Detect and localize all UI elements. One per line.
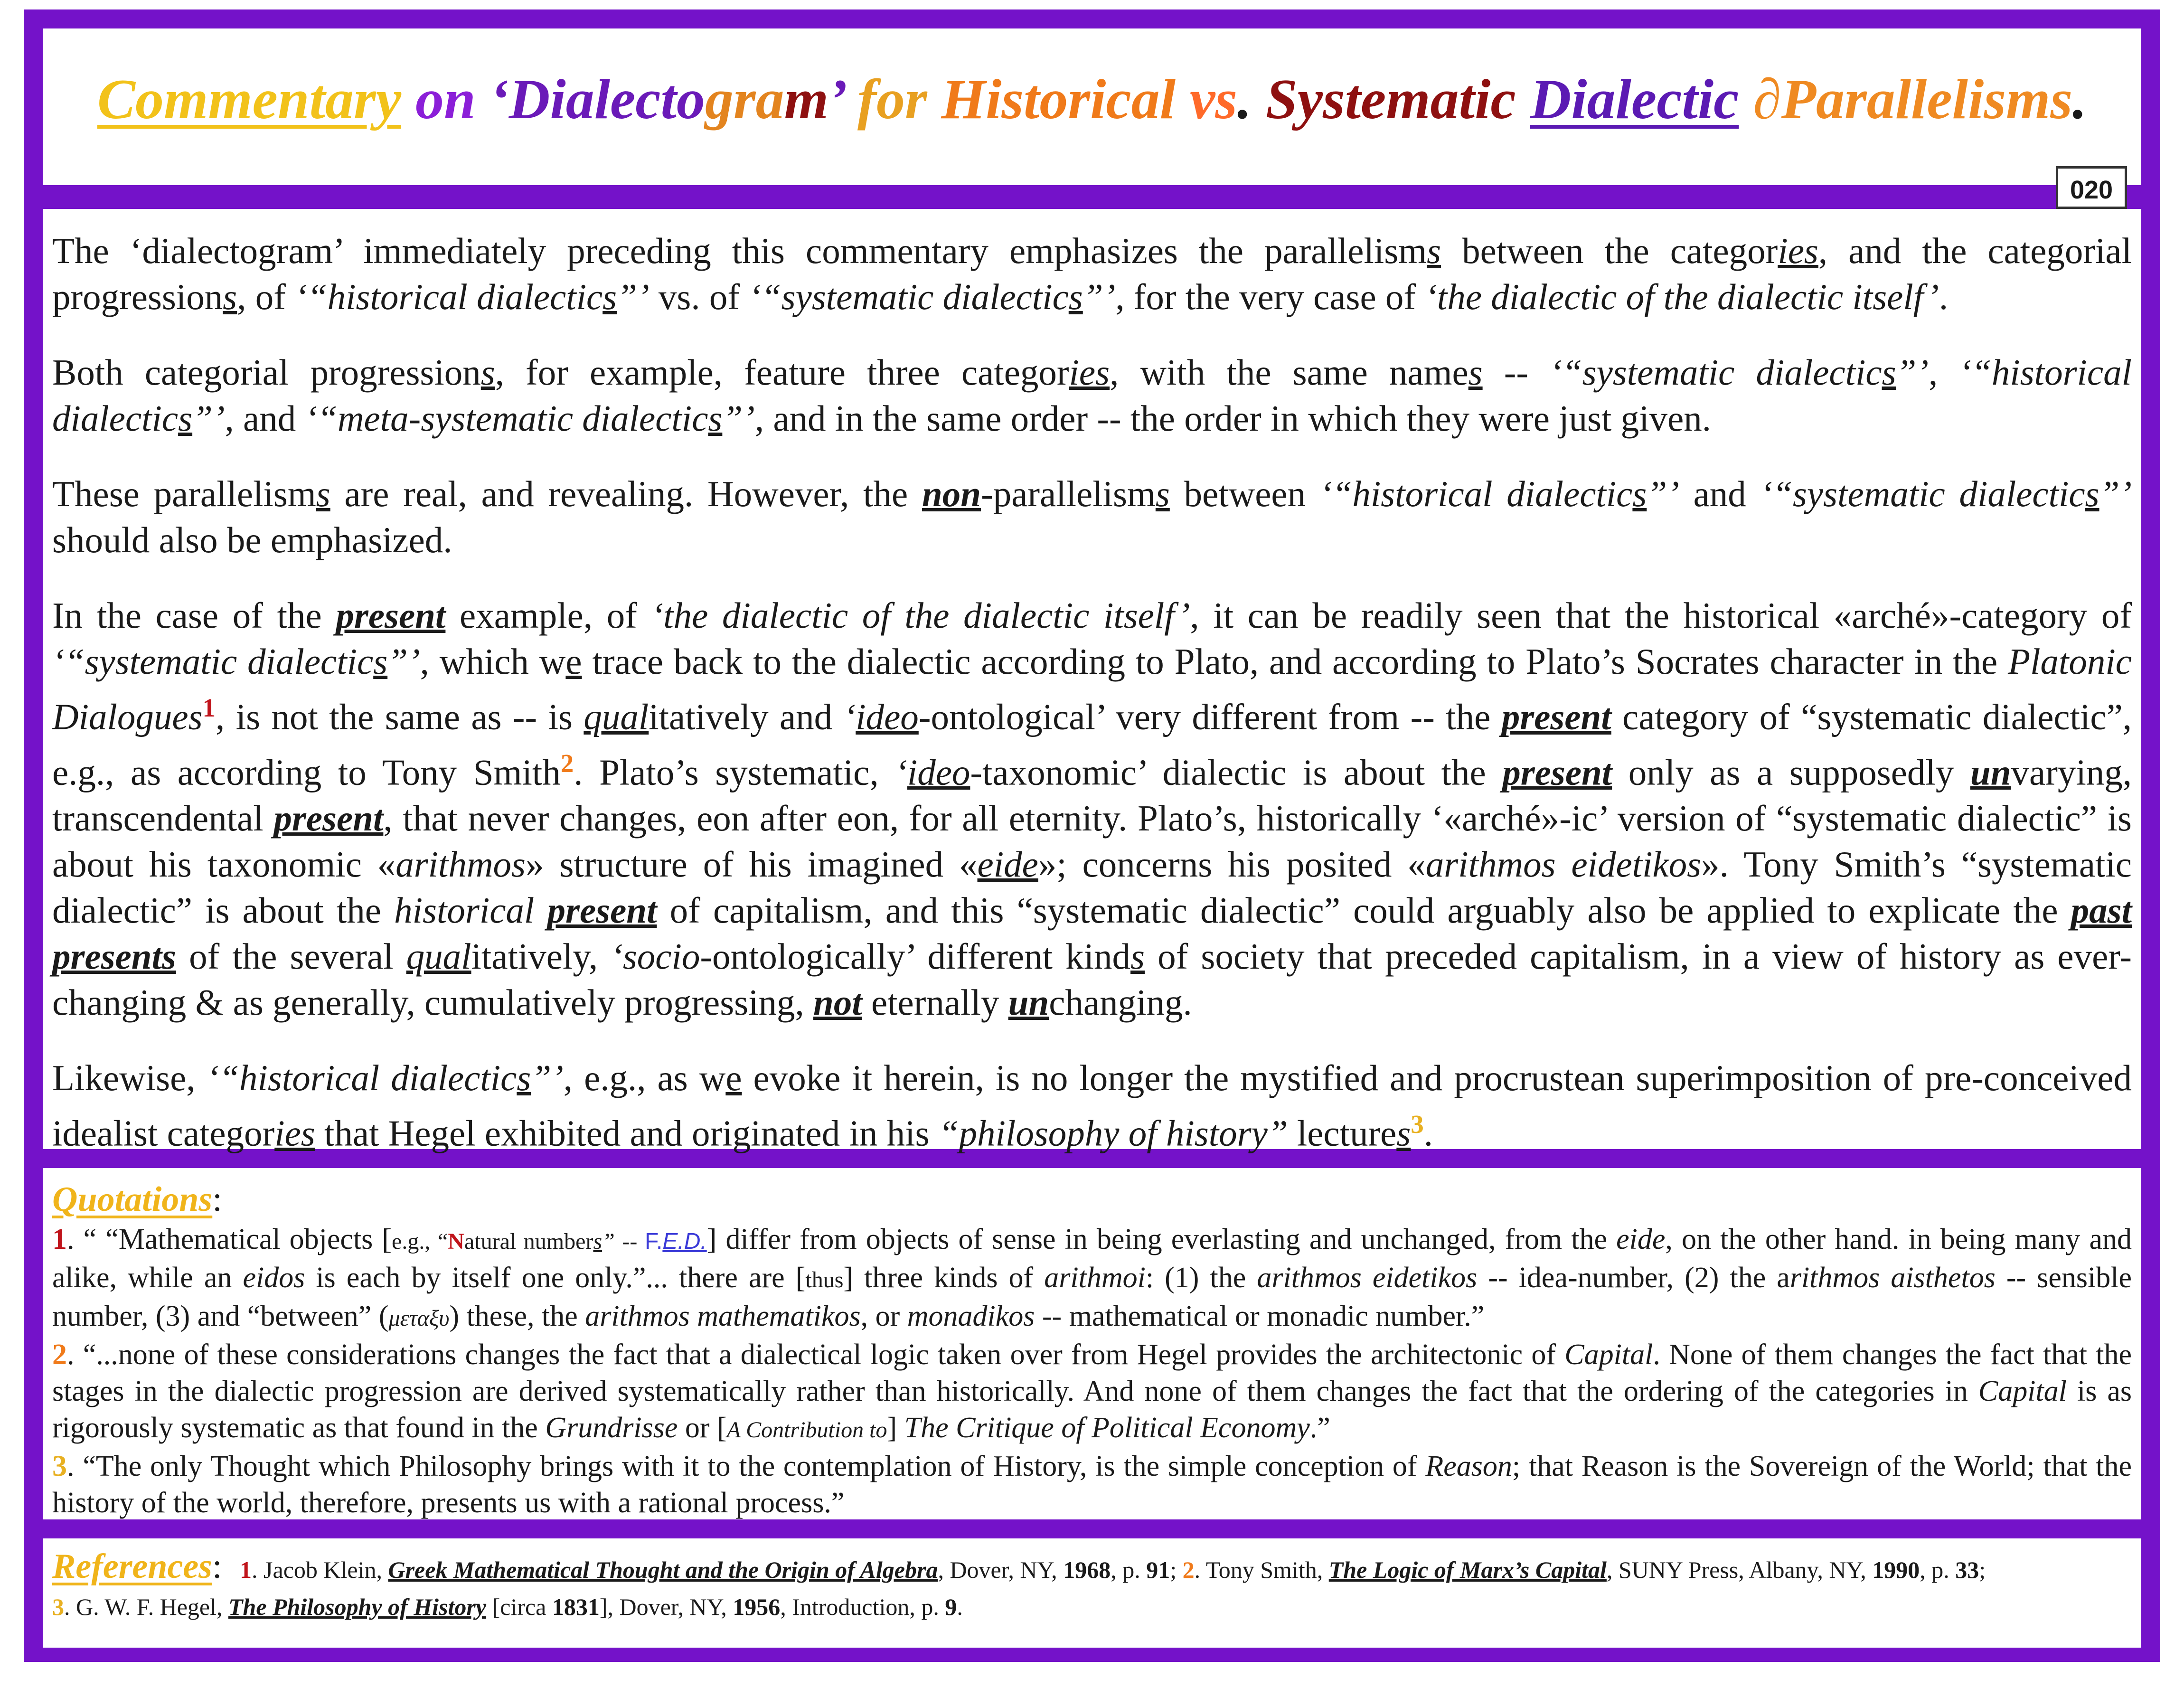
reference-3-title: The Philosophy of History — [228, 1594, 487, 1620]
paragraph-2 — [52, 349, 2132, 442]
quotations-colon: : — [212, 1180, 222, 1219]
text-run: s — [2085, 473, 2099, 514]
text-run: presents — [52, 936, 176, 977]
text-run: N — [448, 1229, 464, 1254]
text-run: s — [1468, 352, 1483, 393]
text-run: thus — [805, 1267, 844, 1292]
reference-1-year: 1968 — [1063, 1556, 1111, 1583]
reference-number-1: 1 — [240, 1556, 252, 1583]
title-word-historical: Historical — [941, 67, 1176, 131]
reference-3-circa-prefix: [circa — [486, 1594, 552, 1620]
title-word-on: on — [415, 67, 476, 131]
text-run: atural number — [464, 1229, 593, 1254]
reference-1-page: 91 — [1146, 1556, 1170, 1583]
text-run: s — [223, 276, 237, 317]
text-run: s — [1155, 473, 1170, 514]
text-run: -- sensible number, (3) and “between” ( — [52, 1262, 2132, 1332]
text-run: , that never changes, eon after eon, for all eternity. Plato’s, historically ‘«arché»-ic’ version of “systematic dialectic” is about his taxonomic « — [52, 798, 2132, 885]
text-run: qual — [584, 696, 649, 737]
text-run: present — [547, 890, 657, 931]
text-run: »; concerns his posited « — [1038, 844, 1426, 885]
text-run: ‘“historical dialectic — [52, 352, 2132, 439]
text-run: ] — [887, 1412, 904, 1444]
text-run: A Contribution to — [726, 1417, 887, 1443]
title-close-quote: ’ — [828, 67, 843, 131]
text-run: of capitalism, and this “systematic dialectic” could arguably also be applied to explicate the — [657, 890, 2071, 931]
text-run: ”’ — [1647, 473, 1679, 514]
title-final-dot: . — [2072, 67, 2087, 131]
quote-number: 3 — [52, 1450, 67, 1482]
text-run: arithmoi — [1044, 1262, 1146, 1294]
text-run: ies — [1069, 352, 1110, 393]
text-run: present — [273, 798, 384, 839]
text-run: .” — [1309, 1412, 1330, 1444]
text-run: s — [1396, 1113, 1411, 1154]
text-run: past — [2071, 890, 2132, 931]
text-run: The ‘dialectogram’ immediately preceding this commentary emphasizes the parallelism — [52, 230, 1427, 271]
text-run: arithmos — [395, 844, 526, 885]
text-run: ideo — [856, 696, 919, 737]
quote-number: 1 — [52, 1223, 67, 1255]
text-run: , for the very case of — [1115, 276, 1425, 317]
page-title — [43, 66, 2141, 132]
quotation-3 — [52, 1448, 2132, 1521]
text-run: , on the other hand. in being many and alike, while an — [52, 1223, 2132, 1294]
text-run: s — [1632, 473, 1647, 514]
text-run: s — [1882, 352, 1896, 393]
text-run: In the case of the — [52, 595, 336, 636]
quotations-heading-row — [52, 1178, 2132, 1221]
text-run: s — [373, 641, 388, 682]
reference-2-page: 33 — [1955, 1556, 1979, 1583]
text-run: e — [565, 641, 582, 682]
text-run: ”’ — [192, 398, 225, 439]
title-word-dialecto: Dialecto — [508, 67, 705, 131]
page-number-badge: 020 — [2056, 166, 2127, 209]
text-run: are real, and revealing. However, the — [330, 473, 922, 514]
text-run: or [ — [678, 1412, 727, 1444]
references-colon: : — [212, 1547, 222, 1586]
text-run: , it can be readily seen that the historical «arché»-category of — [1190, 595, 2132, 636]
paragraph-5 — [52, 1055, 2132, 1157]
text-run: . “...none of these considerations changes the fact that a dialectical logic taken over from Hegel provides the architectonic of — [67, 1339, 1565, 1371]
reference-2-publisher: , SUNY Press, Albany, NY, — [1606, 1556, 1873, 1583]
text-run: , is not the same as -- is — [216, 696, 584, 737]
quotation-2 — [52, 1337, 2132, 1448]
text-run: , and the categorial progression — [52, 230, 2132, 317]
text-run: , with the same name — [1110, 352, 1469, 393]
title-word-vs: vs — [1190, 67, 1237, 131]
reference-number-3: 3 — [52, 1594, 64, 1620]
text-run: ‘“historical dialectic — [1319, 473, 1633, 514]
text-run: ”’ — [2099, 473, 2132, 514]
reference-2-title: The Logic of Marx’s Capital — [1328, 1556, 1607, 1583]
text-run: should also be emphasized. — [52, 519, 452, 560]
text-run: example, of — [445, 595, 651, 636]
text-run: -parallelism — [981, 473, 1156, 514]
text-run: ‘“systematic dialectic — [1550, 352, 1882, 393]
title-word-gram: gra — [705, 67, 784, 131]
text-run: s — [316, 473, 330, 514]
reference-1-end: ; — [1170, 1556, 1183, 1583]
text-run: s — [1130, 936, 1145, 977]
text-run: ”’ — [1896, 352, 1929, 393]
text-run: Likewise, — [52, 1057, 207, 1099]
text-run: changing. — [1049, 982, 1192, 1023]
text-run: Both categorial progression — [52, 352, 481, 393]
text-run: ideo — [907, 752, 970, 793]
reference-1-title: Greek Mathematical Thought and the Origin of Algebra — [388, 1556, 938, 1583]
title-word-commentary: Commentary — [97, 67, 401, 131]
text-run: Capital — [1978, 1375, 2067, 1407]
title-word-m: m — [784, 67, 828, 131]
title-word-systematic: Systematic — [1266, 67, 1516, 131]
text-run: non — [922, 473, 981, 514]
text-run: un — [1008, 982, 1049, 1023]
reference-1-publisher: , Dover, NY, — [938, 1556, 1064, 1583]
text-run: , which w — [420, 641, 566, 682]
text-run: qual — [406, 936, 471, 977]
paragraph-3 — [52, 471, 2132, 563]
text-run: evoke it herein, is no longer the mystified and procrustean superimposition of pre-conceived idealist categor — [52, 1057, 2132, 1154]
text-run: ». Tony Smith’s “systematic dialectic” is about the — [52, 844, 2132, 931]
text-run: arithmos mathematikos — [585, 1300, 861, 1332]
text-run: trace back to the dialectic according to Plato, and according to Plato’s Socrates character in the — [582, 641, 2008, 682]
text-run: e — [725, 1057, 742, 1099]
text-run: μεταξυ — [388, 1306, 450, 1331]
text-run: present — [336, 595, 446, 636]
paragraph-4 — [52, 593, 2132, 1026]
text-run: is each by itself one only.”... there are [ — [305, 1262, 806, 1294]
commentary-body — [43, 209, 2141, 1154]
reference-1-page-prefix: , p. — [1111, 1556, 1147, 1583]
text-run: The Critique of Political Economy — [904, 1412, 1310, 1444]
text-run: ‘“historical dialectic — [207, 1057, 517, 1099]
text-run: , or — [860, 1300, 907, 1332]
text-run: E.D. — [662, 1229, 707, 1254]
text-run: ‘“systematic dialectic — [1760, 473, 2085, 514]
text-run: -ontologically’ different kind — [700, 936, 1131, 977]
reference-3-rest: , Introduction, p. — [780, 1594, 945, 1620]
text-run: varying, transcendental — [52, 752, 2132, 839]
text-run: eidos — [243, 1262, 305, 1294]
text-run: not — [813, 982, 862, 1023]
text-run: and — [1679, 473, 1760, 514]
text-run: ” -- — [602, 1229, 645, 1254]
quotations-panel — [43, 1168, 2141, 1519]
text-run: . — [1423, 1113, 1433, 1154]
text-run: lecture — [1288, 1113, 1397, 1154]
text-run: un — [1970, 752, 2011, 793]
text-run: -ontological’ very different from -- the — [918, 696, 1502, 737]
text-run: , and — [225, 398, 305, 439]
quotations-heading: Quotations — [52, 1180, 213, 1219]
text-run: ‘the dialectic of the dialectic itself’ — [651, 595, 1190, 636]
text-run: ) these, the — [449, 1300, 585, 1332]
text-run: ‘the dialectic of the dialectic itself’ — [1425, 276, 1939, 317]
text-run: Grundrisse — [545, 1412, 678, 1444]
text-run: arithmos eidetikos — [1425, 844, 1702, 885]
footnote-marker-3: 3 — [1411, 1110, 1424, 1139]
text-run: -- mathematical or monadic number.” — [1035, 1300, 1485, 1332]
text-run: ‘“meta-systematic dialectic — [305, 398, 708, 439]
text-run: ‘ — [843, 696, 856, 737]
text-run: ”’ — [387, 641, 420, 682]
text-run: ies — [274, 1113, 315, 1154]
text-run: s — [178, 398, 193, 439]
text-run: s — [517, 1057, 531, 1099]
text-run: ies — [1778, 230, 1818, 271]
text-run: itatively, — [471, 936, 611, 977]
reference-3-year: 1956 — [733, 1594, 781, 1620]
references-heading: References — [52, 1547, 212, 1586]
reference-2-author: . Tony Smith, — [1194, 1556, 1329, 1583]
text-run: e.g., “ — [392, 1229, 448, 1254]
text-run: “philosophy of history” — [938, 1113, 1288, 1154]
text-run: between — [1169, 473, 1320, 514]
text-run: ”’ — [617, 276, 650, 317]
text-run: . None of them changes the fact that the stages in the dialectic progression are derived systematically rather than historically. And none of them changes the fact that the ordering of the categories in — [52, 1339, 2132, 1407]
text-run: ‘“systematic dialectic — [52, 641, 374, 682]
title-open-quote: ‘ — [490, 67, 509, 131]
title-word-dialectic: Dialectic — [1530, 67, 1739, 131]
reference-3-circa: 1831 — [552, 1594, 600, 1620]
text-run: , of — [237, 276, 295, 317]
references-panel — [43, 1538, 2141, 1648]
text-run: that Hegel exhibited and originated in his — [315, 1113, 939, 1154]
text-run: s — [602, 276, 617, 317]
text-run: . — [1939, 276, 1949, 317]
text-run: Capital — [1564, 1339, 1653, 1371]
reference-2-page-prefix: , p. — [1920, 1556, 1956, 1583]
title-word-for: for — [857, 67, 927, 131]
reference-3-author: . G. W. F. Hegel, — [64, 1594, 228, 1620]
quote-number: 2 — [52, 1339, 67, 1371]
text-run: . “ “Mathematical objects [ — [67, 1223, 392, 1255]
text-run: rithmos aisthetos — [1789, 1262, 1996, 1294]
text-run: ] three kinds of — [843, 1262, 1045, 1294]
text-run: s — [1427, 230, 1441, 271]
text-run: -- — [1482, 352, 1550, 393]
references-line-1 — [52, 1548, 2132, 1588]
text-run: of society that preceded capitalism, in a view of history as ever-changing & as generally, cumulatively progressing, — [52, 936, 2132, 1023]
reference-3-page: 9 — [945, 1594, 957, 1620]
text-run: arithmos eidetikos — [1257, 1262, 1478, 1294]
text-run: Platonic Dialogues — [52, 641, 2132, 737]
text-run: vs. of — [649, 276, 749, 317]
reference-2-end: ; — [1979, 1556, 1986, 1583]
text-run: ‘ — [895, 752, 907, 793]
text-run: category of “systematic dialectic”, e.g., as according to Tony Smith — [52, 696, 2132, 793]
text-run: . Plato’s systematic, — [574, 752, 895, 793]
text-run: -- idea-number, (2) the a — [1477, 1262, 1790, 1294]
reference-2-year: 1990 — [1872, 1556, 1920, 1583]
reference-3-end: . — [957, 1594, 963, 1620]
text-run: eide — [977, 844, 1038, 885]
text-run: ”’ — [1083, 276, 1116, 317]
text-run: -taxonomic’ dialectic is about the — [970, 752, 1503, 793]
text-run: : (1) the — [1145, 1262, 1257, 1294]
text-run: ] differ from objects of sense in being everlasting and unchanged, from the — [706, 1223, 1617, 1255]
text-run: F. — [645, 1229, 663, 1254]
text-run: is as rigorously systematic as that found in the — [52, 1375, 2132, 1444]
text-run: s — [708, 398, 723, 439]
title-panel — [43, 28, 2141, 204]
footnote-marker-2: 2 — [560, 748, 574, 778]
text-run: , and in the same order -- the order in which they were just given. — [754, 398, 1711, 439]
text-run: » structure of his imagined « — [526, 844, 978, 885]
text-run: of the several — [176, 936, 406, 977]
text-run: , — [1929, 352, 1959, 393]
text-run: , for example, feature three categor — [495, 352, 1069, 393]
text-run: itatively and — [649, 696, 844, 737]
text-run: s — [1068, 276, 1083, 317]
text-run: eide — [1616, 1223, 1666, 1255]
text-run: These parallelism — [52, 473, 316, 514]
text-run: Reason — [1425, 1450, 1512, 1482]
text-run: historical — [394, 890, 535, 931]
title-word-parallelisms: ∂Parallelisms — [1753, 67, 2073, 131]
reference-3-publisher: ], Dover, NY, — [599, 1594, 733, 1620]
text-run: , e.g., as w — [563, 1057, 726, 1099]
reference-number-2: 2 — [1182, 1556, 1195, 1583]
text-run: ”’ — [722, 398, 755, 439]
text-run: ”’ — [531, 1057, 564, 1099]
paragraph-1 — [52, 228, 2132, 320]
text-run: ‘“historical dialectic — [295, 276, 603, 317]
text-run: present — [1501, 696, 1611, 737]
footnote-marker-1: 1 — [202, 693, 216, 722]
reference-1-author: . Jacob Klein, — [252, 1556, 388, 1583]
text-run: s — [593, 1229, 602, 1254]
text-run: monadikos — [907, 1300, 1035, 1332]
text-run: ‘“systematic dialectic — [749, 276, 1069, 317]
text-run: present — [1502, 752, 1612, 793]
quotation-1 — [52, 1221, 2132, 1337]
text-run: between the categor — [1441, 230, 1778, 271]
title-dot: . — [1237, 67, 1252, 131]
text-run: ‘socio — [611, 936, 700, 977]
text-run: ; that Reason is the Sovereign of the World; that the history of the world, therefore, presents us with a rational process.” — [52, 1450, 2132, 1519]
references-line-2 — [52, 1588, 2132, 1625]
text-run: only as a supposedly — [1612, 752, 1970, 793]
text-run: . “The only Thought which Philosophy brings with it to the contemplation of History, is the simple conception of — [67, 1450, 1426, 1482]
text-run: s — [480, 352, 495, 393]
text-run: eternally — [862, 982, 1008, 1023]
text-run — [534, 890, 547, 931]
